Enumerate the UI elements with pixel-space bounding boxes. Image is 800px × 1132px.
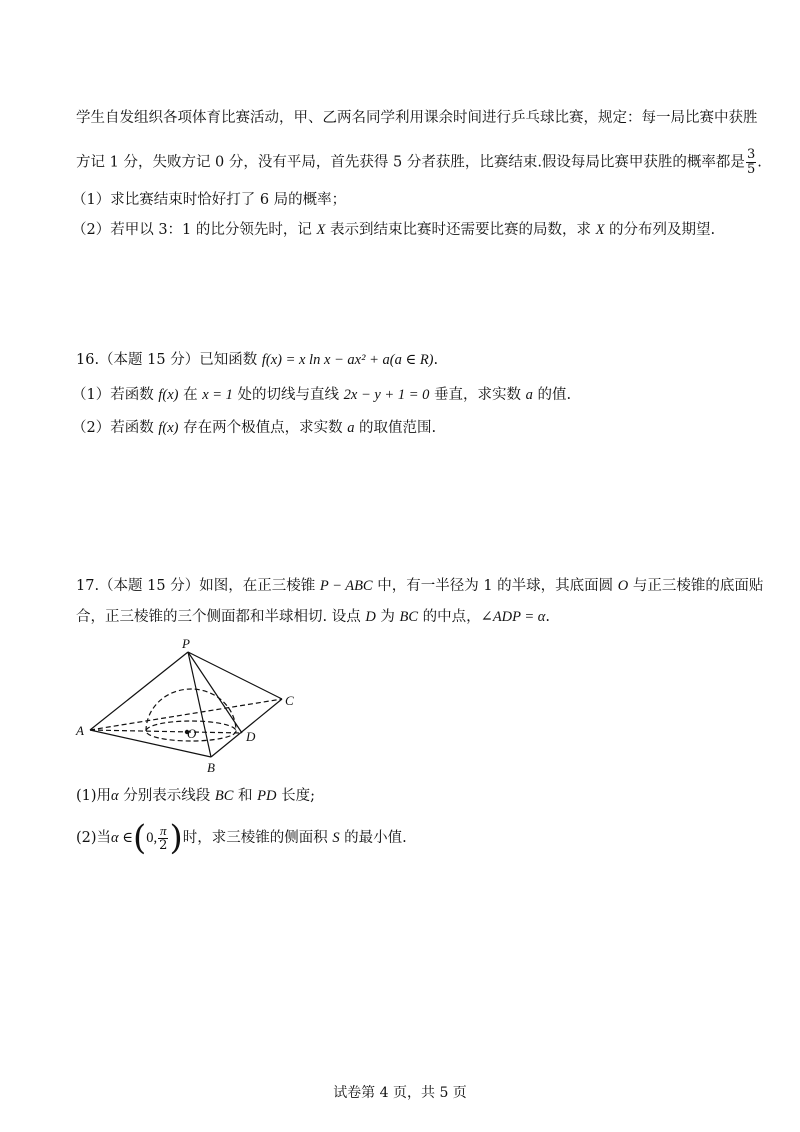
q15-sub1 (72, 190, 346, 210)
edge-ac-hidden (90, 699, 282, 730)
q16-head: 16.（本题 15 分）已知函数 f(x) = x ln x − ax² + a(a ∈ R). (76, 352, 439, 368)
q15-var-x2: X (595, 222, 605, 238)
q15-line2-text: 方记 1 分，失败方记 0 分，没有平局，首先获得 5 分者获胜，比赛结束.假设每局比赛甲获胜的概率都是 (76, 154, 745, 171)
q17-line2 (76, 607, 550, 627)
q16-sub1-fx: f(x) (158, 387, 179, 403)
q17-line1-c: 与正三棱锥的底面贴 (628, 578, 764, 594)
q17-sub1-b: 分别表示线段 (118, 788, 215, 804)
q17-sub1-d: 长度; (276, 788, 315, 804)
q17-pabc: P − ABC (319, 578, 373, 594)
q17-line2-a: 合，正三棱锥的三个侧面都和半球相切. 设点 (76, 609, 366, 625)
q16-sub1-x1: x = 1 (202, 387, 233, 403)
q16-sub2-avar: a (347, 420, 355, 436)
edge-pa (90, 652, 188, 730)
q16-sub1 (72, 385, 571, 405)
q16-sub2-a: （2）若函数 (72, 420, 159, 436)
q17-sub1-pd: PD (257, 788, 277, 804)
label-o: O (187, 726, 197, 741)
label-b: B (207, 760, 215, 775)
q16-sub1-line: 2x − y + 1 = 0 (343, 387, 430, 403)
q15-line2: 方记 1 分，失败方记 0 分，没有平局，首先获得 5 分者获胜，比赛结束.假设每局比赛甲获胜的概率都是 $\frac{3}{5}$ . (76, 147, 762, 177)
interval-open-paren: ( (133, 818, 147, 858)
q17-o: O (617, 578, 629, 594)
q17-sub1-bc: BC (214, 788, 234, 804)
q16-head-text: 16.（本题 15 分）已知函数 (76, 352, 262, 368)
q17-sub1-alpha: α (111, 788, 119, 804)
edge-pb (188, 652, 211, 757)
q17-two: 2 (159, 837, 168, 853)
q17-bc: BC (399, 609, 419, 625)
q15-prob-denominator: 5 (746, 162, 756, 177)
q16-sub2-b: 存在两个极值点，求实数 (178, 420, 348, 436)
page-footer: 试卷第 4 页，共 5 页 (333, 1085, 467, 1101)
label-d: D (246, 729, 256, 744)
q17-sub2-b: 时，求三棱锥的侧面积 (182, 830, 333, 846)
q15-sub2-text-b: 表示到结束比赛时还需要比赛的局数，求 (325, 222, 596, 238)
q17-sub2 (76, 820, 407, 856)
q16-sub1-c: 处的切线与直线 (232, 387, 344, 403)
q16-sub2-fx: f(x) (158, 420, 179, 436)
q17-sub2-a: (2)当 (76, 830, 112, 846)
q16-sub1-e: 的值. (532, 387, 572, 403)
q15-sub2-text-a: （2）若甲以 3：1 的比分领先时，记 (72, 222, 317, 238)
q17-sub1-a: (1)用 (76, 788, 112, 804)
q16-sub1-avar: a (525, 387, 533, 403)
q17-angle: ∠ADP = α (480, 609, 546, 625)
q17-pi-over-2 (158, 824, 168, 853)
q15-line1-text: 学生自发组织各项体育比赛活动，甲、乙两名同学利用课余时间进行乒乓球比赛，规定：每一局比赛中获胜 (76, 110, 758, 126)
q15-var-x1: X (316, 222, 326, 238)
q17-sub2-cond: α ∈ (111, 830, 134, 846)
q15-sub1-text: （1）求比赛结束时恰好打了 6 局的概率； (72, 192, 347, 208)
edge-pc (188, 652, 282, 699)
interval-close-paren: ) (169, 818, 183, 858)
q17-line1 (76, 576, 763, 596)
q15-sub2-text-c: 的分布列及期望. (604, 222, 716, 238)
q17-line1-a: 17.（本题 15 分）如图，在正三棱锥 (76, 578, 320, 594)
edge-ad-hidden (90, 730, 242, 733)
label-a: A (76, 723, 84, 738)
q16-function: f(x) = x ln x − ax² + a(a ∈ R) (261, 352, 434, 368)
q17-d: D (365, 609, 376, 625)
q16-sub2-c: 的取值范围. (354, 420, 437, 436)
label-c: C (285, 693, 294, 708)
q16-sub1-b: 在 (178, 387, 203, 403)
q17-sub1 (76, 786, 315, 806)
q15-probability-fraction (746, 148, 756, 177)
q17-line2-b: 为 (375, 609, 400, 625)
q15-line1 (76, 108, 758, 128)
q16-sub1-a: （1）若函数 (72, 387, 159, 403)
label-p: P (182, 636, 190, 651)
pyramid-hemisphere-figure (70, 635, 310, 785)
q15-sub2 (72, 220, 715, 240)
q17-line2-end: . (545, 609, 551, 625)
q17-sub2-c: 的最小值. (339, 830, 407, 846)
q17-sub2-s: S (332, 830, 340, 846)
q16-sub2 (72, 418, 436, 438)
hemisphere-dome (146, 689, 236, 731)
q17-line1-b: 中，有一半径为 1 的半球，其底面圆 (372, 578, 618, 594)
q17-pi: π (160, 822, 167, 838)
edge-bc (211, 699, 282, 757)
q15-prob-numerator: 3 (746, 147, 756, 162)
q16-sub1-d: 垂直，求实数 (429, 387, 526, 403)
q17-sub2-zero: 0, (146, 830, 158, 846)
q17-line2-c: 的中点， (418, 609, 481, 625)
q17-sub1-c: 和 (233, 788, 258, 804)
